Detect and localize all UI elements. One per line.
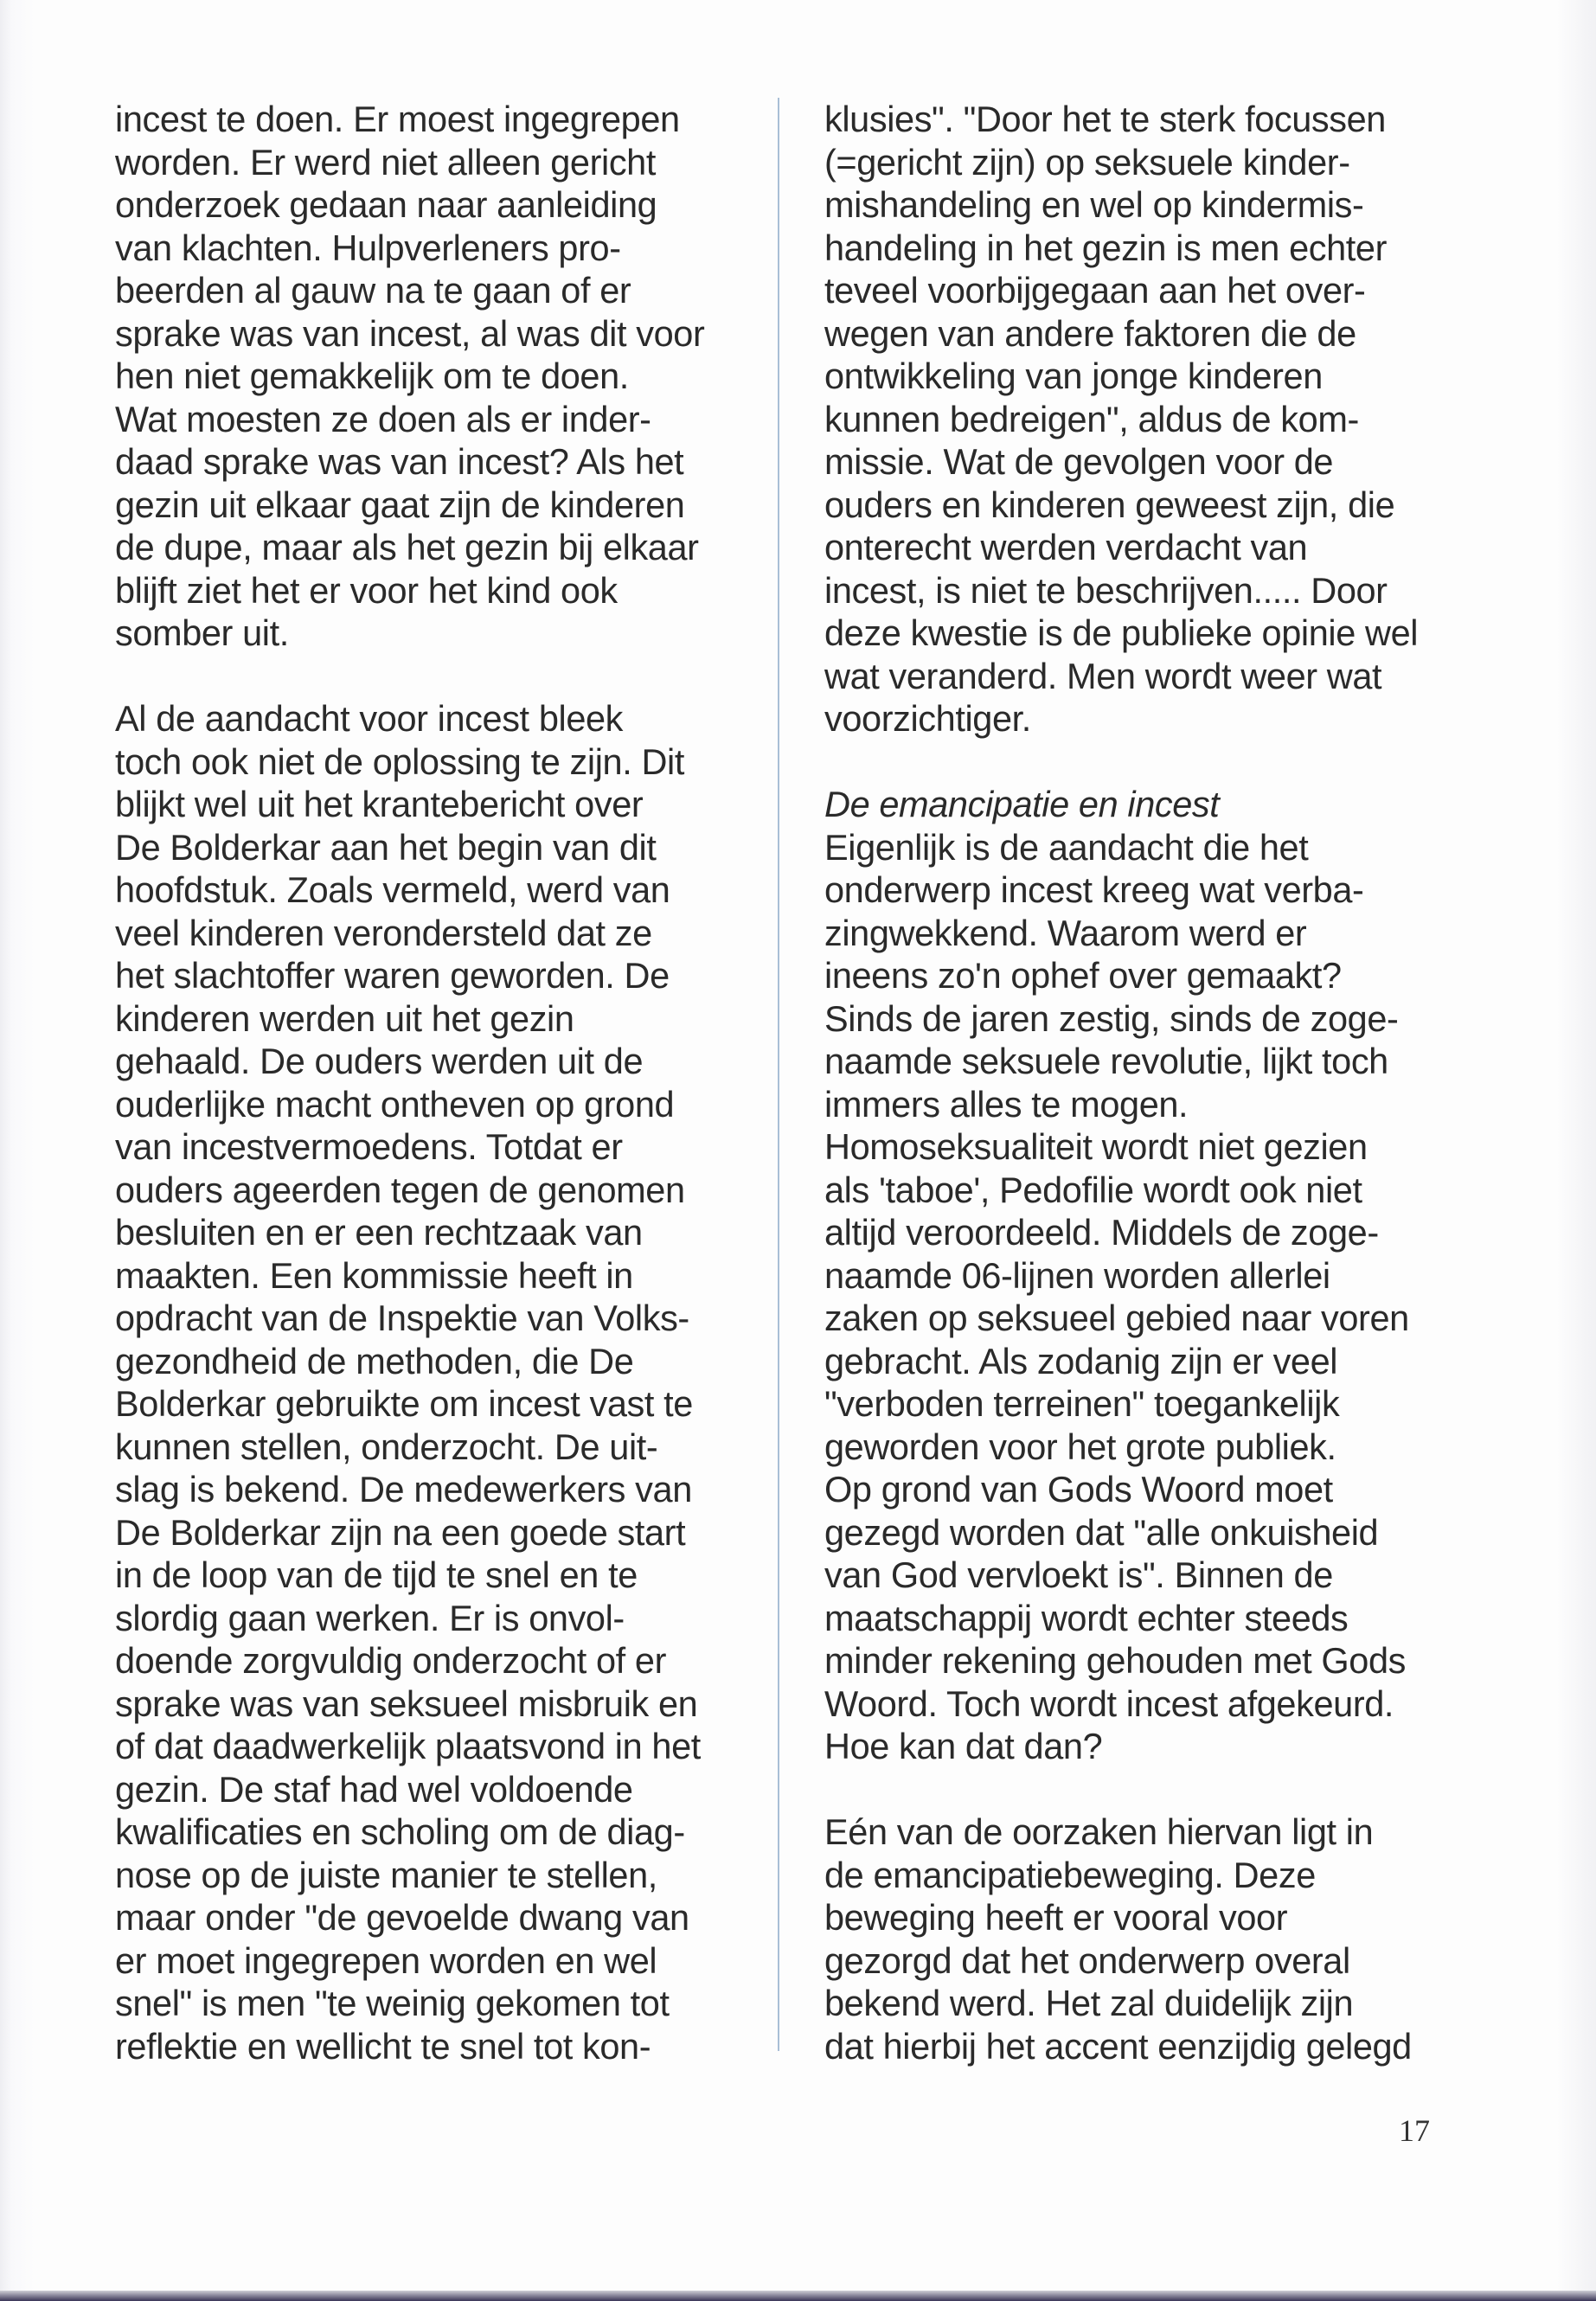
text-line: kunnen stellen, onderzocht. De uit- [115,1426,658,1467]
text-line: beweging heeft er vooral voor [824,1897,1288,1938]
text-line: snel" is men "te weinig gekomen tot [115,1983,670,2023]
text-line: de dupe, maar als het gezin bij elkaar [115,527,699,567]
text-line: maatschappij wordt echter steeds [824,1597,1349,1638]
text-line: wat veranderd. Men wordt weer wat [824,655,1382,696]
text-line: sprake was van incest, al was dit voor [115,312,705,354]
text-line: van incestvermoedens. Totdat er [115,1126,623,1167]
text-line: van God vervloekt is". Binnen de [824,1554,1333,1595]
text-line: maar onder "de gevoelde dwang van [115,1897,689,1938]
paragraph-gap [824,740,1447,784]
text-line: ouders en kinderen geweest zijn, die [824,484,1395,525]
text-line: bekend werd. Het zal duidelijk zijn [824,1983,1354,2023]
text-line: De Bolderkar aan het begin van dit [115,826,657,868]
text-line: altijd veroordeeld. Middels de zoge- [824,1212,1379,1253]
text-line: ineens zo'n ophef over gemaakt? [824,955,1342,996]
text-line: wegen van andere faktoren die de [824,312,1356,354]
text-line: toch ook niet de oplossing te zijn. Dit [115,740,685,782]
text-line: dat hierbij het accent eenzijdig gelegd [824,2025,1412,2067]
text-line: gezondheid de methoden, die De [115,1340,634,1381]
text-line: kunnen bedreigen", aldus de kom- [824,398,1359,439]
text-line: doende zorgvuldig onderzocht of er [115,1640,667,1681]
text-line: hen niet gemakkelijk om te doen. [115,356,629,396]
text-line: kinderen werden uit het gezin [115,997,574,1039]
text-line: gezin uit elkaar gaat zijn de kinderen [115,484,685,525]
text-line: reflektie en wellicht te snel tot kon- [115,2025,651,2067]
text-line: Sinds de jaren zestig, sinds de zoge- [824,997,1399,1039]
text-line: maakten. Een kommissie heeft in [115,1254,633,1296]
text-line: Hoe kan dat dan? [824,1726,1103,1766]
text-line: besluiten en er een rechtzaak van [115,1212,643,1253]
text-line: minder rekening gehouden met Gods [824,1640,1406,1681]
text-line: De Bolderkar zijn na een goede start [115,1511,686,1553]
text-line: Homoseksualiteit wordt niet gezien [824,1126,1368,1167]
text-line: nose op de juiste manier te stellen, [115,1854,657,1895]
text-line: (=gericht zijn) op seksuele kinder- [824,141,1350,183]
text-line: sprake was van seksueel misbruik en [115,1682,698,1724]
text-line: Al de aandacht voor incest bleek [115,698,624,739]
section-heading: De emancipatie en incest [824,784,1220,824]
text-line: gezorgd dat het onderwerp overal [824,1939,1350,1981]
text-line: worden. Er werd niet alleen gericht [115,141,656,183]
text-line: "verboden terreinen" toegankelijk [824,1383,1340,1424]
text-line: onderzoek gedaan naar aanleiding [115,184,657,225]
text-line: slordig gaan werken. Er is onvol- [115,1597,625,1638]
text-line: ouderlijke macht ontheven op grond [115,1083,675,1125]
text-line: naamde 06-lijnen worden allerlei [824,1254,1330,1296]
text-line: veel kinderen verondersteld dat ze [115,912,652,953]
text-line: gebracht. Als zodanig zijn er veel [824,1340,1338,1381]
paragraph-gap [115,655,755,698]
text-line: geworden voor het grote publiek. [824,1426,1336,1467]
text-line: Op grond van Gods Woord moet [824,1469,1333,1509]
text-line: gehaald. De ouders werden uit de [115,1041,644,1081]
text-line: deze kwestie is de publieke opinie wel [824,612,1419,653]
text-line: zingwekkend. Waarom werd er [824,912,1307,953]
text-line: onderwerp incest kreeg wat verba- [824,869,1364,910]
text-line: er moet ingegrepen worden en wel [115,1939,657,1981]
text-line: zaken op seksueel gebied naar voren [824,1298,1409,1338]
text-line: incest, is niet te beschrijven..... Door [824,569,1388,611]
text-line: naamde seksuele revolutie, lijkt toch [824,1041,1388,1081]
text-line: opdracht van de Inspektie van Volks- [115,1298,689,1338]
text-line: gezin. De staf had wel voldoende [115,1768,633,1810]
text-line: de emancipatiebeweging. Deze [824,1854,1316,1895]
text-line: teveel voorbijgegaan aan het over- [824,270,1366,311]
scan-edge [0,2291,1596,2301]
text-line: gezegd worden dat "alle onkuisheid [824,1511,1379,1553]
text-line: incest te doen. Er moest ingegrepen [115,99,680,139]
text-line: mishandeling en wel op kindermis- [824,184,1364,225]
text-line: of dat daadwerkelijk plaatsvond in het [115,1726,701,1766]
column-divider [778,98,779,2051]
text-line: blijft ziet het er voor het kind ook [115,569,618,611]
right-text-column [824,98,1447,2067]
text-line: handeling in het gezin is men echter [824,227,1388,268]
text-line: als 'taboe', Pedofilie wordt ook niet [824,1169,1362,1210]
text-line: klusies". "Door het te sterk focussen [824,99,1386,139]
text-line: missie. Wat de gevolgen voor de [824,441,1334,482]
text-line: in de loop van de tijd te snel en te [115,1554,638,1595]
text-line: Eén van de oorzaken hiervan ligt in [824,1811,1374,1852]
page-number: 17 [1399,2113,1430,2148]
text-line: Bolderkar gebruikte om incest vast te [115,1383,693,1424]
text-line: onterecht werden verdacht van [824,527,1308,567]
text-line: immers alles te mogen. [824,1083,1189,1125]
text-line: Wat moesten ze doen als er inder- [115,398,651,439]
text-line: ontwikkeling van jonge kinderen [824,356,1323,396]
text-line: Eigenlijk is de aandacht die het [824,826,1309,868]
paragraph-gap [824,1768,1447,1811]
text-line: Woord. Toch wordt incest afgekeurd. [824,1682,1394,1724]
text-line: het slachtoffer waren geworden. De [115,955,670,996]
text-line: slag is bekend. De medewerkers van [115,1469,692,1509]
text-line: van klachten. Hulpverleners pro- [115,227,621,268]
text-line: beerden al gauw na te gaan of er [115,270,631,311]
text-line: kwalificaties en scholing om de diag- [115,1811,685,1852]
text-line: blijkt wel uit het krantebericht over [115,784,644,824]
text-line: hoofdstuk. Zoals vermeld, werd van [115,869,670,910]
text-line: daad sprake was van incest? Als het [115,441,684,482]
text-line: ouders ageerden tegen de genomen [115,1169,685,1210]
text-line: somber uit. [115,612,289,653]
text-line: voorzichtiger. [824,698,1031,739]
left-text-column [115,98,755,2067]
